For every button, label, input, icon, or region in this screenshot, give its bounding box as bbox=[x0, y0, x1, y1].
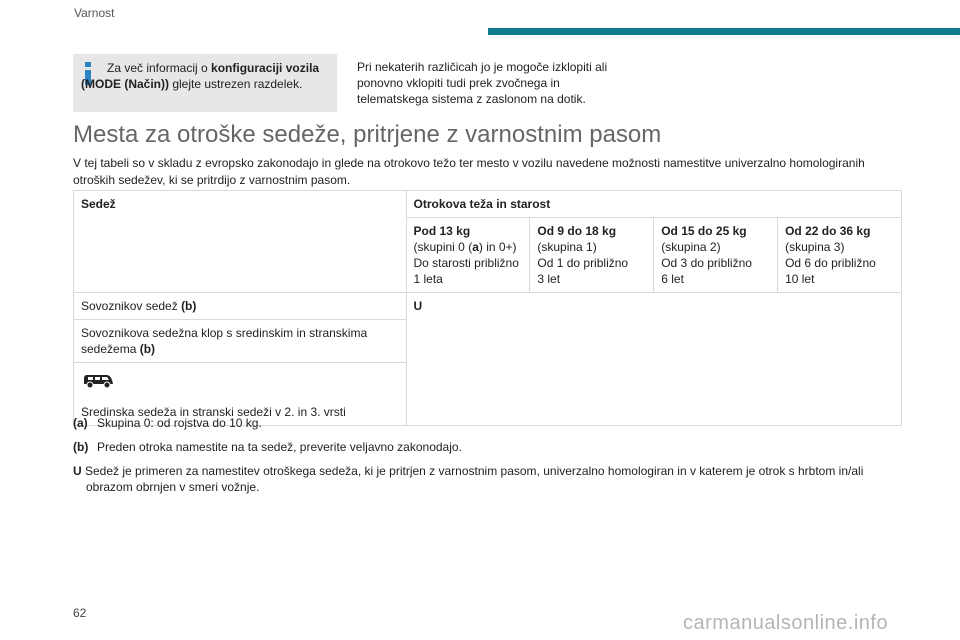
page-number: 62 bbox=[73, 606, 87, 620]
weight-group: Od 9 do 18 kg (skupina 1) Od 1 do približno 3 let bbox=[530, 218, 654, 293]
seat-row-front-passenger: Sovoznikov sedež (b) bbox=[74, 293, 407, 320]
weight-group: Pod 13 kg (skupini 0 (a) in 0+) Do starosti približno 1 leta bbox=[406, 218, 530, 293]
footnote-b: (b) Preden otroka namestite na ta sedež, preverite veljavno zakonodajo. bbox=[73, 440, 462, 454]
footnote-u: U Sedež je primeren za namestitev otroškega sedeža, ki je pritrjen z varnostnim pasom, univerzalno homologiran in v katerem je otrok s hrbtom in/ali obrazom obrnjen v smeri vožnje. bbox=[73, 464, 864, 494]
suitability-value: U bbox=[406, 293, 902, 426]
col-header-weight: Otrokova teža in starost bbox=[406, 191, 902, 218]
seat-row-front-bench: Sovoznikova sedežna klop s sredinskim in stranskima sedežema (b) bbox=[74, 320, 407, 363]
section-label: Varnost bbox=[74, 6, 115, 20]
section-title: Mesta za otroške sedeže, pritrjene z varnostnim pasom bbox=[73, 121, 662, 148]
footnote-a: (a) Skupina 0: od rojstva do 10 kg. bbox=[73, 416, 262, 430]
weight-group: Od 15 do 25 kg (skupina 2) Od 3 do približno 6 let bbox=[654, 218, 778, 293]
seat-row-rear: Sredinska sedeža in stranski sedeži v 2. in 3. vrsti bbox=[74, 363, 407, 426]
van-icon bbox=[81, 372, 115, 390]
weight-group: Od 22 do 36 kg (skupina 3) Od 6 do približno 10 let bbox=[778, 218, 902, 293]
child-seat-table bbox=[73, 190, 902, 426]
header-accent-bar bbox=[488, 28, 960, 35]
info-text: Za več informacij o konfiguraciji vozila (MODE (Način)) glejte ustrezen razdelek. bbox=[81, 61, 320, 91]
footnotes bbox=[73, 415, 903, 495]
info-bold-text: konfiguraciji vozila (MODE (Način)) bbox=[81, 61, 320, 91]
watermark-text: carmanualsonline.info bbox=[683, 612, 889, 634]
col-header-seat: Sedež bbox=[74, 191, 407, 293]
right-column-text: Pri nekaterih različicah jo je mogoče izklopiti ali ponovno vklopiti tudi prek zvočnega in telematskega sistema z zaslonom na dotik. bbox=[357, 60, 608, 106]
intro-paragraph: V tej tabeli so v skladu z evropsko zakonodajo in glede na otrokovo težo ter mesto v vozilu navedene možnosti namestitve univerzalno homologiranih otroških sedežev, ki se pritrdijo z varnostnim pasom. bbox=[73, 156, 865, 187]
info-box bbox=[73, 54, 337, 112]
